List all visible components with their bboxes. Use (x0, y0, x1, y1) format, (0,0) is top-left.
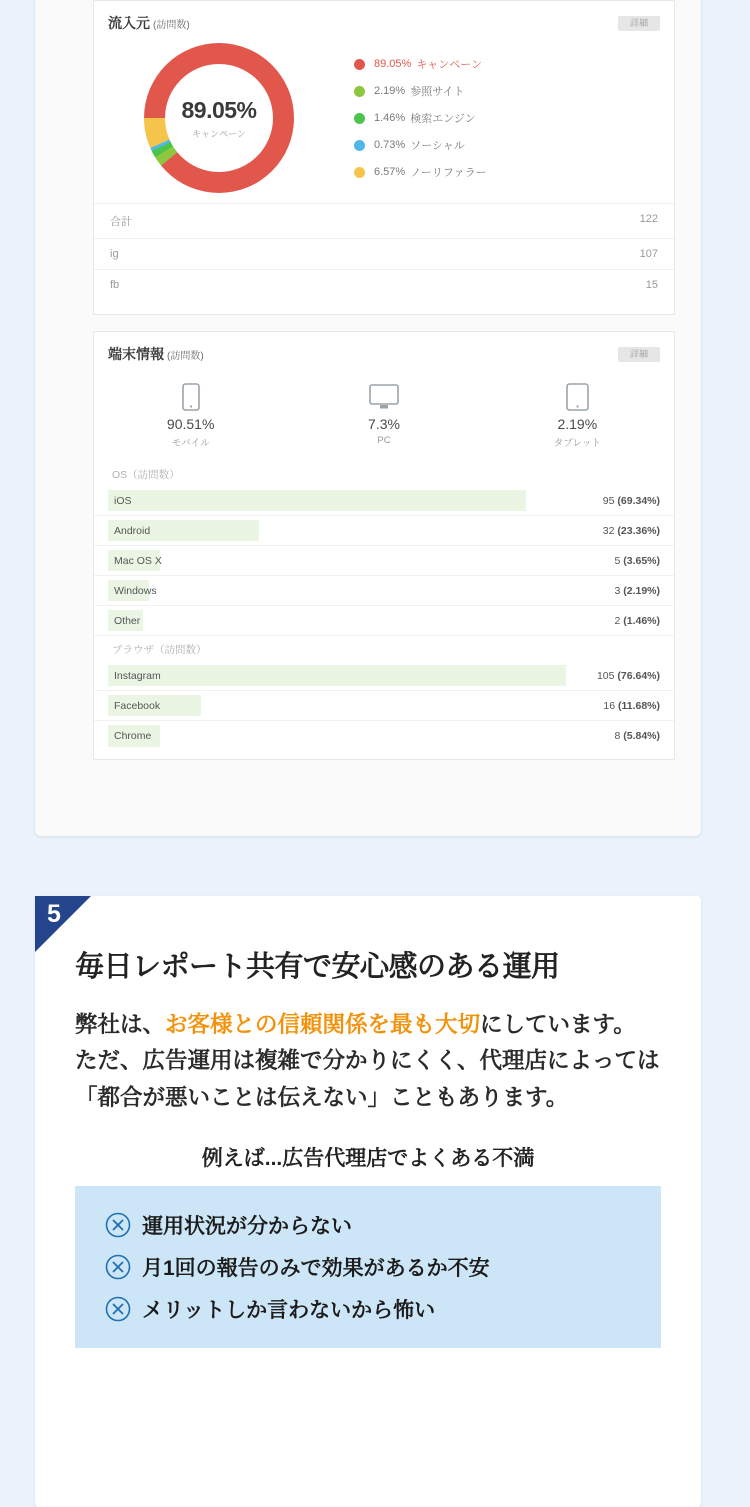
os-section-label: OS（訪問数） (112, 469, 180, 481)
bar-count: 32 (602, 524, 615, 537)
complaints-box (75, 1186, 661, 1348)
bar-percent: (5.84%) (623, 730, 660, 742)
bar-value (614, 585, 674, 597)
os-row (94, 516, 674, 546)
source-table (94, 203, 674, 300)
page-title: 毎日レポート共有で安心感のある運用 (75, 951, 560, 983)
row-value: 15 (645, 279, 658, 291)
bar-value (603, 495, 674, 507)
donut-center-label: キャンペーン (192, 128, 246, 139)
os-row (94, 606, 674, 636)
source-donut-row (94, 39, 674, 203)
bar-percent: (1.46%) (623, 614, 660, 627)
device-label: PC (377, 435, 391, 446)
legend-label: ノーリファラー (410, 167, 487, 179)
bar-label: Android (114, 524, 151, 537)
section-5-card (35, 896, 701, 1507)
source-donut-chart (144, 43, 294, 193)
bar-label: Windows (114, 584, 157, 597)
device-panel-subtitle: (訪問数) (167, 351, 204, 362)
device-panel (93, 331, 675, 760)
mobile-icon (94, 380, 287, 414)
list-item-label: メリットしか言わないから怖い (142, 1299, 436, 1323)
tablet-icon (481, 380, 674, 414)
bar-fill (108, 490, 526, 511)
bar-label: Chrome (114, 730, 152, 742)
device-panel-title-text: 端末情報 (108, 346, 164, 362)
bar-count: 2 (614, 614, 621, 627)
donut-center-value: 89.05% (181, 96, 257, 123)
bar-label: Mac OS X (114, 554, 162, 567)
circle-x-icon (105, 1254, 131, 1280)
os-row (94, 486, 674, 516)
legend-color-swatch (354, 59, 365, 70)
bar-percent: (11.68%) (617, 699, 660, 712)
device-pc (287, 380, 480, 449)
legend-value: 0.73% (374, 139, 406, 151)
legend-item[interactable] (354, 83, 487, 99)
list-item (75, 1246, 661, 1288)
row-value: 107 (639, 248, 658, 260)
legend-value: 6.57% (374, 166, 406, 178)
device-panel-header (94, 332, 674, 370)
legend-label: キャンペーン (416, 59, 483, 71)
section-number-ribbon (35, 896, 91, 952)
section-body (35, 985, 701, 1116)
device-label: モバイル (171, 438, 210, 449)
os-row (94, 546, 674, 576)
example-heading: 例えば...広告代理店でよくある不満 (201, 1147, 535, 1171)
bar-value (614, 730, 674, 742)
browser-row (94, 691, 674, 721)
legend-value: 1.46% (374, 112, 406, 124)
device-label: タブレット (553, 438, 601, 449)
source-panel-header (94, 1, 674, 39)
browser-row (94, 661, 674, 691)
list-item (75, 1288, 661, 1330)
source-legend (344, 56, 487, 180)
bar-label: iOS (114, 494, 132, 507)
table-row (94, 270, 674, 300)
bar-label: Instagram (114, 669, 161, 682)
legend-item[interactable] (354, 137, 487, 153)
bar-count: 16 (603, 699, 616, 712)
legend-color-swatch (354, 113, 365, 124)
desktop-icon (287, 380, 480, 414)
legend-item[interactable] (354, 164, 487, 180)
device-value: 90.51% (166, 416, 215, 432)
legend-item[interactable] (354, 110, 487, 126)
bar-percent: (76.64%) (617, 669, 660, 682)
body-paragraph-1 (75, 1007, 671, 1043)
analytics-dashboard (35, 0, 701, 836)
list-item (75, 1204, 661, 1246)
circle-x-icon (105, 1212, 131, 1238)
circle-x-icon (105, 1296, 131, 1322)
browser-section-label: ブラウザ（訪問数） (112, 644, 207, 656)
bar-value (597, 670, 674, 682)
bar-count: 105 (596, 669, 615, 682)
bar-value (603, 700, 674, 712)
legend-item[interactable] (354, 56, 487, 72)
device-detail-button[interactable]: 詳細 (618, 347, 660, 362)
bar-label: Other (114, 614, 141, 627)
bar-percent: (3.65%) (623, 554, 660, 567)
body-text-post: にしています。 (480, 1012, 636, 1037)
row-value: 122 (639, 213, 658, 225)
legend-label: ソーシャル (410, 140, 465, 152)
bar-value (603, 525, 674, 537)
table-row (94, 204, 674, 239)
section-number: 5 (47, 900, 61, 928)
bar-value (614, 615, 674, 627)
row-label: 合計 (110, 216, 132, 228)
body-text-pre: 弊社は、 (75, 1012, 166, 1037)
bar-percent: (69.34%) (617, 494, 660, 507)
bar-percent: (2.19%) (623, 584, 660, 597)
device-value: 7.3% (368, 416, 400, 432)
bar-count: 95 (602, 494, 615, 507)
legend-color-swatch (354, 140, 365, 151)
row-label: fb (110, 279, 120, 291)
device-panel-title (108, 344, 204, 364)
os-row (94, 576, 674, 606)
bar-count: 5 (614, 554, 621, 567)
legend-label: 参照サイト (410, 86, 465, 98)
device-mobile (94, 380, 287, 449)
bar-count: 3 (614, 584, 621, 597)
legend-value: 2.19% (374, 85, 406, 97)
list-item-label: 運用状況が分からない (142, 1215, 352, 1239)
body-text-highlight: お客様との信頼関係を最も大切 (165, 1012, 481, 1037)
device-tablet (481, 380, 674, 449)
donut-center (165, 64, 273, 172)
device-summary (94, 370, 674, 461)
legend-value: 89.05% (374, 58, 412, 70)
device-value: 2.19% (557, 416, 598, 432)
legend-color-swatch (354, 167, 365, 178)
bar-value (614, 555, 674, 567)
body-paragraph-2: ただ、広告運用は複雑で分かりにくく、代理店によっては「都合が悪いことは伝えない」こともあります。 (75, 1048, 660, 1110)
bar-percent: (23.36%) (617, 524, 660, 537)
bar-label: Facebook (114, 699, 161, 712)
list-item-label: 月1回の報告のみで効果があるか不安 (142, 1257, 490, 1281)
source-panel-title (108, 13, 190, 33)
source-panel-subtitle: (訪問数) (153, 20, 190, 31)
legend-color-swatch (354, 86, 365, 97)
legend-label: 検索エンジン (410, 113, 476, 125)
bar-count: 8 (614, 730, 621, 742)
source-panel (93, 0, 675, 315)
table-row (94, 239, 674, 270)
browser-row (94, 721, 674, 751)
source-panel-title-text: 流入元 (108, 15, 150, 31)
source-detail-button[interactable]: 詳細 (618, 16, 660, 31)
row-label: ig (110, 248, 119, 260)
bar-fill (108, 665, 566, 686)
donut-container (94, 43, 344, 193)
